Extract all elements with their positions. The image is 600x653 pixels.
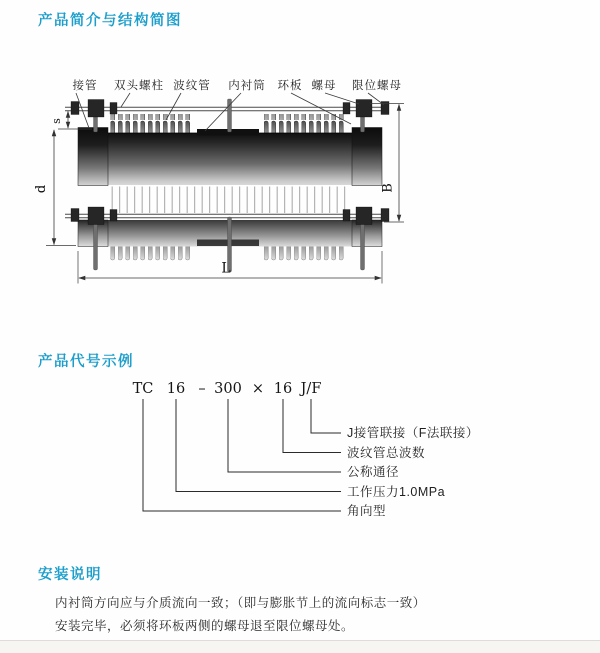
code-part-dash: – bbox=[198, 381, 206, 397]
install-instructions bbox=[55, 592, 426, 637]
code-legend-lines bbox=[0, 396, 600, 526]
dim-label-d: d bbox=[34, 184, 49, 194]
legend-diameter: 公称通径 bbox=[347, 465, 400, 479]
code-part-pressure: 16 bbox=[166, 381, 186, 397]
label-connecting-pipe: 接管 bbox=[72, 80, 98, 92]
code-part-connection: J/F bbox=[300, 381, 322, 397]
part-labels bbox=[73, 78, 403, 92]
structure-diagram bbox=[0, 68, 600, 298]
dimension-d bbox=[46, 130, 76, 246]
legend-connection: J接管联接（F法联接） bbox=[347, 426, 479, 440]
page-edge bbox=[0, 640, 600, 653]
label-nut: 螺母 bbox=[311, 80, 337, 92]
section-install-title: 安装说明 bbox=[38, 567, 102, 583]
legend-type: 角向型 bbox=[347, 504, 387, 518]
label-limit-nut: 限位螺母 bbox=[352, 80, 402, 92]
section-code-title: 产品代号示例 bbox=[38, 354, 134, 370]
dim-label-B: B bbox=[380, 183, 396, 193]
legend-pressure: 工作压力1.0MPa bbox=[347, 484, 446, 499]
code-part-type: TC bbox=[132, 381, 154, 397]
code-part-diameter: 300 bbox=[214, 381, 242, 397]
install-line-1: 内衬筒方向应与介质流向一致；（即与膨胀节上的流向标志一致） bbox=[55, 596, 426, 610]
install-line-2: 安装完毕，必须将环板两侧的螺母退至限位螺母处。 bbox=[55, 618, 355, 633]
label-inner-liner: 内衬筒 bbox=[228, 80, 266, 92]
bellows-hairlines bbox=[109, 187, 347, 214]
label-ring-plate: 环板 bbox=[277, 80, 303, 92]
legend-waves: 波纹管总波数 bbox=[347, 445, 426, 460]
code-part-times: × bbox=[251, 381, 265, 397]
label-bellows: 波纹管 bbox=[173, 80, 211, 92]
label-stud: 双头螺柱 bbox=[114, 80, 164, 92]
dim-label-s: s bbox=[50, 118, 63, 124]
dim-label-L: L bbox=[221, 260, 231, 277]
section-intro-title: 产品简介与结构简图 bbox=[38, 13, 182, 29]
code-part-waves: 16 bbox=[273, 381, 293, 397]
